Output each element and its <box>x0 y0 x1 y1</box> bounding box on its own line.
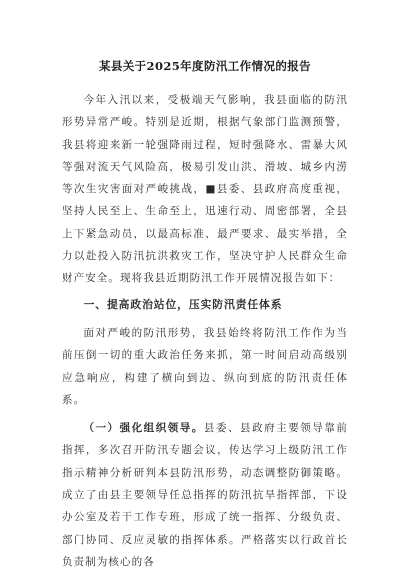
intro-text: 今年入汛以来，受极端天气影响，我县面临的防汛形势异常严峻。特别是近期，根据气象部门监测预警，我县将迎来新一轮强降雨过程，短时强降水、雷暴大风等强对流天气风险高，极易引发山洪、滑坡、城乡内涝等次生灾害面对严峻挑战，■县委、县政府高度重视，坚持人民至上、生命至上，迅速行动、周密部署，全县上下紧急动员，以最高标准、最严要求、最实举措，全力以赴投入防汛抗洪救灾工作，坚决守护人民群众生命财产安全。现将我县近期防汛工作开展情况报告如下： <box>62 94 348 285</box>
subsection-label: （一）强化组织领导。 <box>83 422 204 435</box>
subsection-paragraph <box>62 417 348 573</box>
document-title: 某县关于2025年度防汛工作情况的报告 <box>98 59 312 73</box>
subsection-text: 县委、县政府主要领导靠前指挥，多次召开防汛专题会议，传达学习上级防汛工作指示精神分析研判本县防汛形势，动态调整防御策略。成立了由县主要领导任总指挥的防汛抗旱指挥部，下设办公室及若干工作专班，形成了统一指挥、分级负责、部门协同、反应灵敏的指挥体系。严格落实以行政首长负责制为核心的各 <box>62 422 349 568</box>
section-heading <box>62 294 348 316</box>
section-paragraph-text: 面对严峻的防汛形势，我县始终将防汛工作作为当前压倒一切的重大政治任务来抓，第一时间启动高级别应急响应，构建了横向到边、纵向到底的防汛责任体系。 <box>62 326 348 406</box>
section-heading-text: 一、提高政治站位，压实防汛责任体系 <box>83 297 283 311</box>
intro-paragraph <box>62 89 348 290</box>
section-paragraph <box>62 322 348 411</box>
